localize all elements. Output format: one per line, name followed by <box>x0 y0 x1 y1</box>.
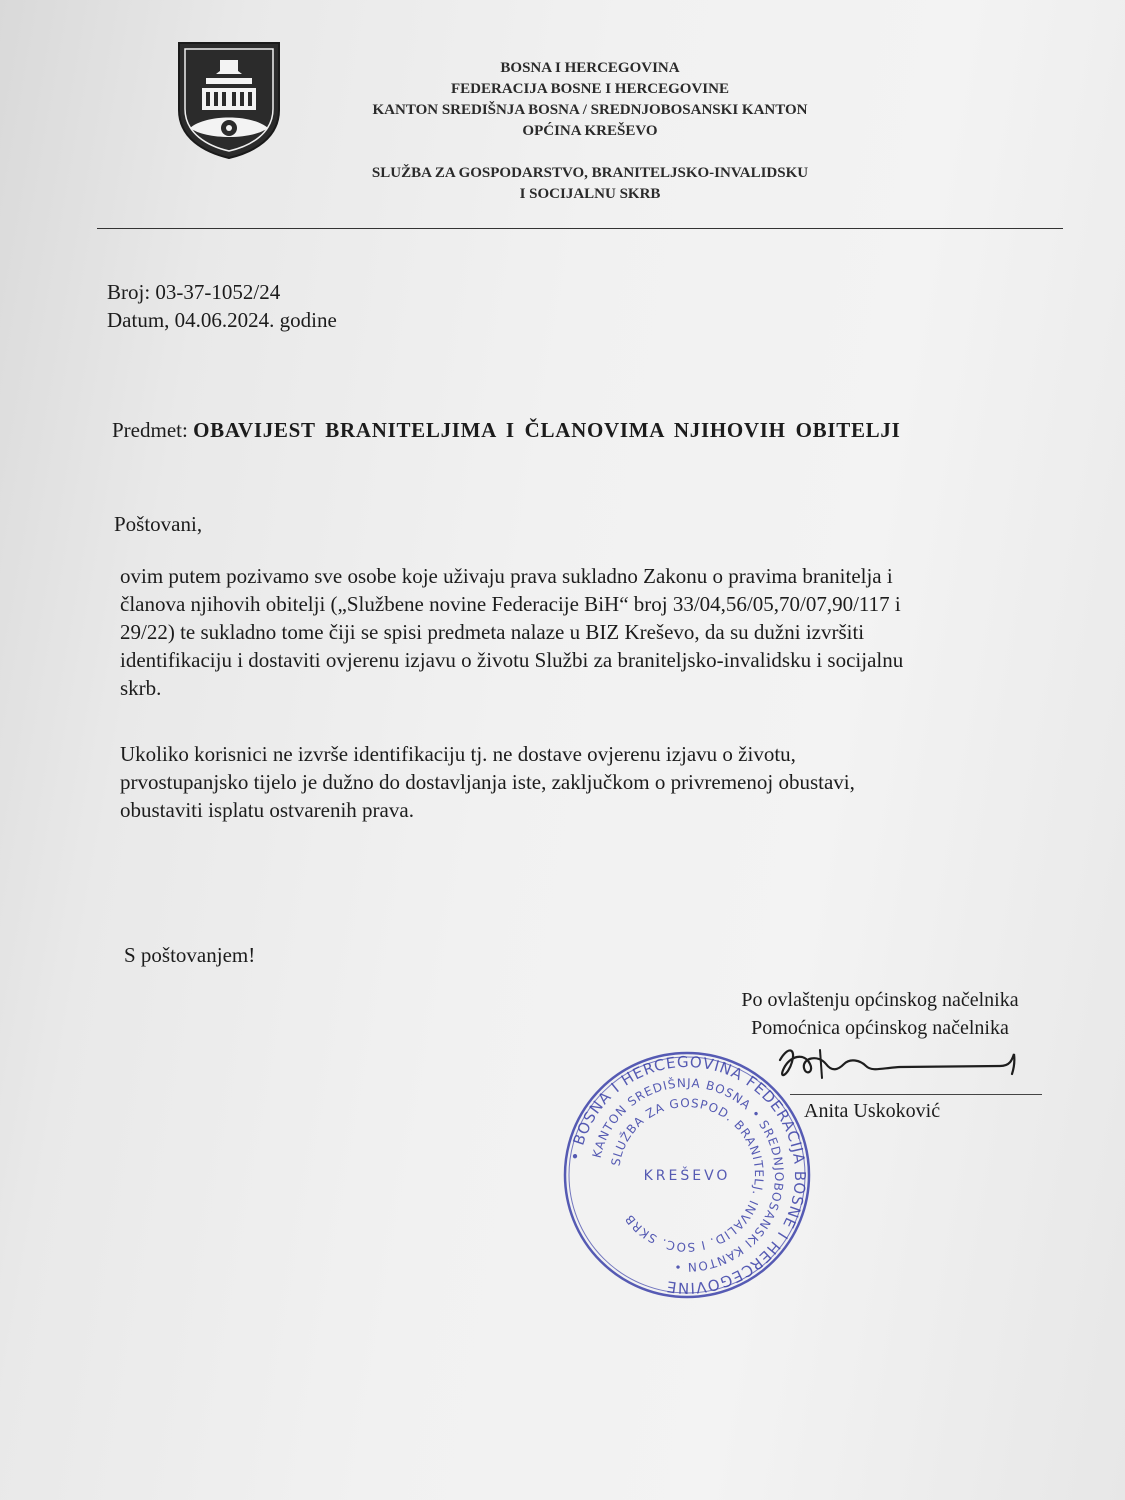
subject-label: Predmet: <box>112 418 188 442</box>
paragraph-line: identifikaciju i dostaviti ovjerenu izjavu o životu Službi za braniteljsko-invalidsku i socijalnu <box>120 648 904 672</box>
paragraph-line: skrb. <box>120 676 162 700</box>
service-line: I SOCIJALNU SKRB <box>519 186 661 202</box>
handwritten-signature <box>760 1040 1030 1090</box>
paragraph-line: prvostupanjsko tijelo je dužno do dostavljanja iste, zaključkom o privremenoj obustavi, <box>120 770 855 794</box>
document-meta <box>107 278 337 334</box>
document-date: Datum, 04.06.2024. godine <box>107 308 337 332</box>
body-paragraph-2 <box>120 740 1040 824</box>
paragraph-line: članova njihovih obitelji („Službene novine Federacije BiH“ broj 33/04,56/05,70/07,90/117 i <box>120 592 901 616</box>
signatory-name: Anita Uskoković <box>804 1100 941 1122</box>
signature-block <box>700 986 1060 1042</box>
letterhead <box>290 58 890 205</box>
paragraph-line: Ukoliko korisnici ne izvrše identifikaciju tj. ne dostave ovjerenu izjavu o životu, <box>120 742 796 766</box>
service-line: SLUŽBA ZA GOSPODARSTVO, BRANITELJSKO-INVALIDSKU <box>371 165 809 181</box>
signature-line <box>790 1094 1042 1095</box>
municipal-coat-of-arms-icon <box>176 40 282 160</box>
subject-line <box>112 418 900 443</box>
header-line: BOSNA I HERCEGOVINA <box>500 60 680 76</box>
body-paragraph-1 <box>120 562 1050 702</box>
subject-text: OBAVIJEST BRANITELJIMA I ČLANOVIMA NJIHOVIH OBITELJI <box>193 418 901 442</box>
header-divider <box>97 228 1063 229</box>
greeting: Poštovani, <box>114 512 203 536</box>
authority-line: Po ovlaštenju općinskog načelnika <box>741 989 1019 1011</box>
signatory-title: Pomoćnica općinskog načelnika <box>751 1017 1009 1039</box>
stamp-town-text: KREŠEVO <box>643 1168 731 1184</box>
header-line: OPĆINA KREŠEVO <box>522 123 658 139</box>
reference-number: Broj: 03-37-1052/24 <box>107 280 281 304</box>
header-line: KANTON SREDIŠNJA BOSNA / SREDNJOBOSANSKI KANTON <box>372 102 808 118</box>
paragraph-line: ovim putem pozivamo sve osobe koje uživaju prava sukladno Zakonu o pravima branitelja i <box>120 564 893 588</box>
closing-salutation: S poštovanjem! <box>124 943 256 967</box>
paragraph-line: 29/22) te sukladno tome čiji se spisi predmeta nalaze u BIZ Kreševo, da su dužni izvršiti <box>120 620 865 644</box>
stamp-outer-text: • BOSNA I HERCEGOVINA FEDERACIJA BOSNE I HERCEGOVINE <box>565 1052 810 1298</box>
paragraph-line: obustaviti isplatu ostvarenih prava. <box>120 798 414 822</box>
header-line: FEDERACIJA BOSNE I HERCEGOVINE <box>451 81 729 97</box>
stamp-middle-text: KANTON SREDIŠNJA BOSNA • SREDNJOBOSANSKI KANTON • <box>589 1075 787 1275</box>
stamp-inner-text: SLUŽBA ZA GOSPOD. BRANITELJ. INVALID. I SOC. SKRB <box>608 1095 767 1255</box>
